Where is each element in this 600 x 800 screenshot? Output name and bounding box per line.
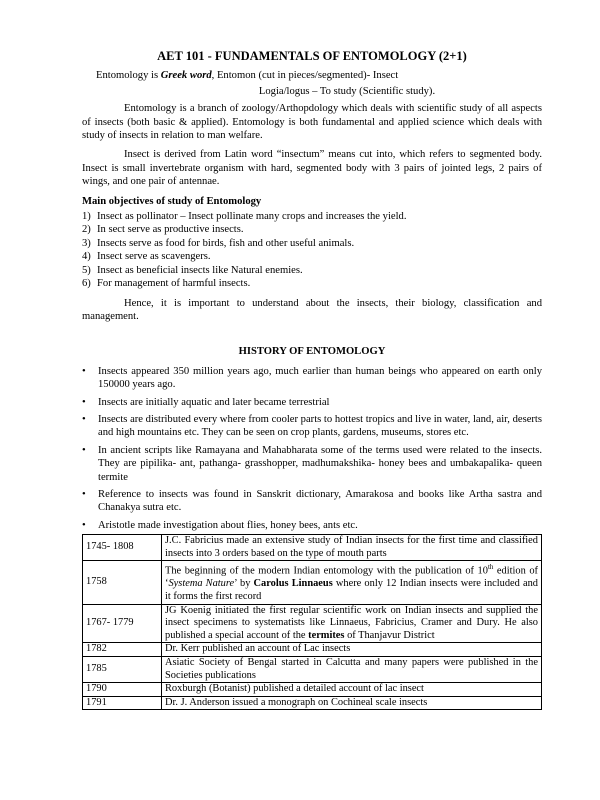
event-text: where only 12 Indian insects were included and it forms the first record [165,578,538,603]
list-item [82,413,542,440]
event-italic: Systema Nature [168,578,235,590]
table-row [83,604,542,643]
definition-prefix: Entomology is [96,70,161,82]
year-cell: 1791 [83,696,162,710]
table-row [83,643,542,657]
history-timeline-table [82,534,542,710]
list-text: Insects are distributed every where from cooler parts to hottest tropics and live in water, land, air, deserts and high mountains etc. They can be seen on crop plants, gardens, museums, stores etc. [98,413,542,439]
bullet-icon: • [82,413,86,425]
objectives-list [82,210,542,290]
list-text: Insects appeared 350 million years ago, much earlier than human beings who appeared on earth only 150000 years ago. [98,365,542,391]
event-cell: J.C. Fabricius made an extensive study of Indian insects for the first time and classified insects into 3 orders based on the type of mouth parts [162,535,542,561]
year-cell: 1785 [83,657,162,683]
event-text: ’ by [234,578,254,590]
list-number: 4) [82,251,91,263]
event-text: JG Koenig initiated the first regular scientific work on Indian insects and supplied the insect specimens to systematists like Linnaeus, Fabricius, Cramer and Dury. He also published a special account of the [165,604,538,641]
list-text: Insect serve as scavengers. [97,251,211,263]
objectives-heading: Main objectives of study of Entomology [82,195,262,207]
event-cell: Asiatic Society of Bengal started in Calcutta and many papers were published in the Societies publications [162,657,542,683]
table-row [83,535,542,561]
list-number: 2) [82,224,91,236]
event-bold: Carolus Linnaeus [253,578,333,590]
list-text: Insects serve as food for birds, fish and other useful animals. [97,237,355,249]
list-text: Insects are initially aquatic and later became terrestrial [98,396,330,408]
list-item [82,444,542,484]
list-text: In sect serve as productive insects. [97,224,244,236]
event-cell: Dr. Kerr published an account of Lac insects [162,643,542,657]
event-text: The beginning of the modern Indian entomology with the publication of 10 [165,565,488,577]
bullet-icon: • [82,488,86,500]
list-number: 1) [82,211,91,223]
intro-paragraph-2: Insect is derived from Latin word “insectum” means cut into, which refers to segmented body. Insect is small invertebrate organism with hard, segmented body with 3 pairs of jointed legs, 2 pairs of wings, and one pair of antennae. [82,149,542,188]
event-superscript: th [487,563,494,572]
table-row [83,657,542,683]
objectives-conclusion: Hence, it is important to understand about the insects, their biology, classification and management. [82,297,542,322]
event-cell [162,561,542,604]
list-item [82,488,542,515]
definition-suffix: , Entomon (cut in pieces/segmented)- Insect [211,70,399,82]
list-item [82,223,542,236]
definition-emphasis: Greek word [160,70,212,82]
definition-line-1 [82,69,542,82]
list-text: For management of harmful insects. [97,278,251,290]
event-bold: termites [308,629,345,641]
list-text: Reference to insects was found in Sanskrit dictionary, Amarakosa and books like Artha sastra and Chanakya sutra etc. [98,488,542,514]
event-cell: Dr. J. Anderson issued a monograph on Cochineal scale insects [162,696,542,710]
list-item [82,277,542,290]
list-text: Insect as pollinator – Insect pollinate many crops and increases the yield. [97,211,407,223]
list-item [82,396,542,409]
bullet-icon: • [82,365,86,377]
bullet-icon: • [82,396,86,408]
bullet-icon: • [82,519,86,531]
year-cell: 1790 [83,683,162,697]
list-number: 6) [82,278,91,290]
table-row [83,696,542,710]
list-number: 5) [82,264,91,276]
list-text: Insect as beneficial insects like Natural enemies. [97,264,303,276]
table-row [83,683,542,697]
event-text: of Thanjavur District [344,629,435,641]
intro-paragraph-1: Entomology is a branch of zoology/Arthopdology which deals with scientific study of all aspects of insects (both basic & applied). Entomology is both fundamental and applied science which deals with study of insects in relation to man welfare. [82,103,542,142]
history-list [82,365,542,532]
year-cell: 1758 [83,561,162,604]
list-item [82,237,542,250]
event-cell: Roxburgh (Botanist) published a detailed account of lac insect [162,683,542,697]
event-text: edition of ‘ [165,565,538,590]
list-item [82,365,542,392]
year-cell: 1767- 1779 [83,604,162,643]
list-item [82,519,542,532]
list-text: Aristotle made investigation about flies, honey bees, ants etc. [98,519,358,531]
list-number: 3) [82,237,91,249]
list-item [82,264,542,277]
event-cell [162,604,542,643]
definition-line-2: Logia/logus – To study (Scientific study). [258,85,436,97]
history-heading: HISTORY OF ENTOMOLOGY [238,346,386,358]
year-cell: 1782 [83,643,162,657]
list-text: In ancient scripts like Ramayana and Mahabharata some of the terms used were related to the insects. They are pipilika- ant, pathanga- grasshopper, madhumakshika- honey bees and umbakapalika- queen termite [98,444,542,483]
list-item [82,210,542,223]
document-title: AET 101 - FUNDAMENTALS OF ENTOMOLOGY (2+1) [157,49,467,63]
year-cell: 1745- 1808 [83,535,162,561]
bullet-icon: • [82,444,86,456]
table-row [83,561,542,604]
list-item [82,250,542,263]
